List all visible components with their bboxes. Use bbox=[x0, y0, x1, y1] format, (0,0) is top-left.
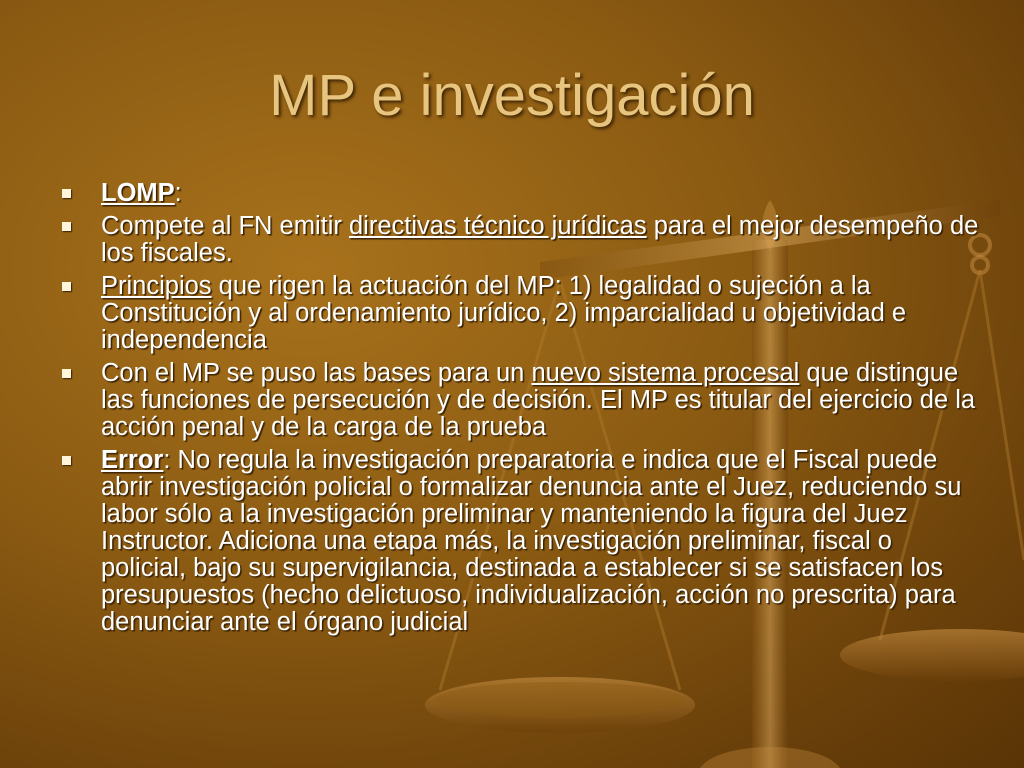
bullet-item bbox=[62, 273, 982, 354]
bullet-list bbox=[62, 180, 982, 642]
bullet-text: para el mejor desempeño de los fiscales. bbox=[101, 212, 979, 267]
bullet-text: Con el MP se puso las bases para un bbox=[101, 359, 532, 387]
bullet-item bbox=[62, 360, 982, 441]
bullet-item bbox=[62, 213, 982, 267]
bullet-square-icon bbox=[62, 282, 71, 291]
emphasized-text: Error bbox=[101, 446, 164, 474]
bullet-text: que distingue las funciones de persecución y de decisión. El MP es titular del ejercicio de la acción penal y de la carga de la prueba bbox=[101, 359, 976, 441]
emphasized-text: nuevo sistema procesal bbox=[531, 359, 800, 387]
bullet-text: Compete al FN emitir bbox=[101, 212, 349, 240]
emphasized-text: LOMP bbox=[101, 179, 175, 207]
bullet-square-icon bbox=[62, 456, 71, 465]
emphasized-text: Principios bbox=[101, 272, 212, 300]
bullet-square-icon bbox=[62, 189, 71, 198]
bullet-text: : No regula la investigación preparatoria e indica que el Fiscal puede abrir investigación policial o formalizar denuncia ante el Juez, reduciendo su labor sólo a la investigación preliminar y manteniendo la figura del Juez Instructor. Adiciona una etapa más, la investigación preliminar, fiscal o policial, bajo su supervigilancia, destinada a establecer si se satisfacen los presupuestos (hecho delictuoso, individualización, acción no prescrita) para denunciar ante el órgano judicial bbox=[101, 446, 962, 636]
bullet-square-icon bbox=[62, 369, 71, 378]
bullet-text: que rigen la actuación del MP: 1) legalidad o sujeción a la Constitución y al ordenamiento jurídico, 2) imparcialidad u objetividad e independencia bbox=[101, 272, 907, 354]
emphasized-text: directivas técnico jurídicas bbox=[348, 212, 647, 240]
bullet-text: : bbox=[174, 179, 182, 207]
bullet-item bbox=[62, 447, 982, 636]
slide-title: MP e investigación bbox=[269, 63, 755, 128]
bullet-square-icon bbox=[62, 222, 71, 231]
bullet-item bbox=[62, 180, 982, 207]
